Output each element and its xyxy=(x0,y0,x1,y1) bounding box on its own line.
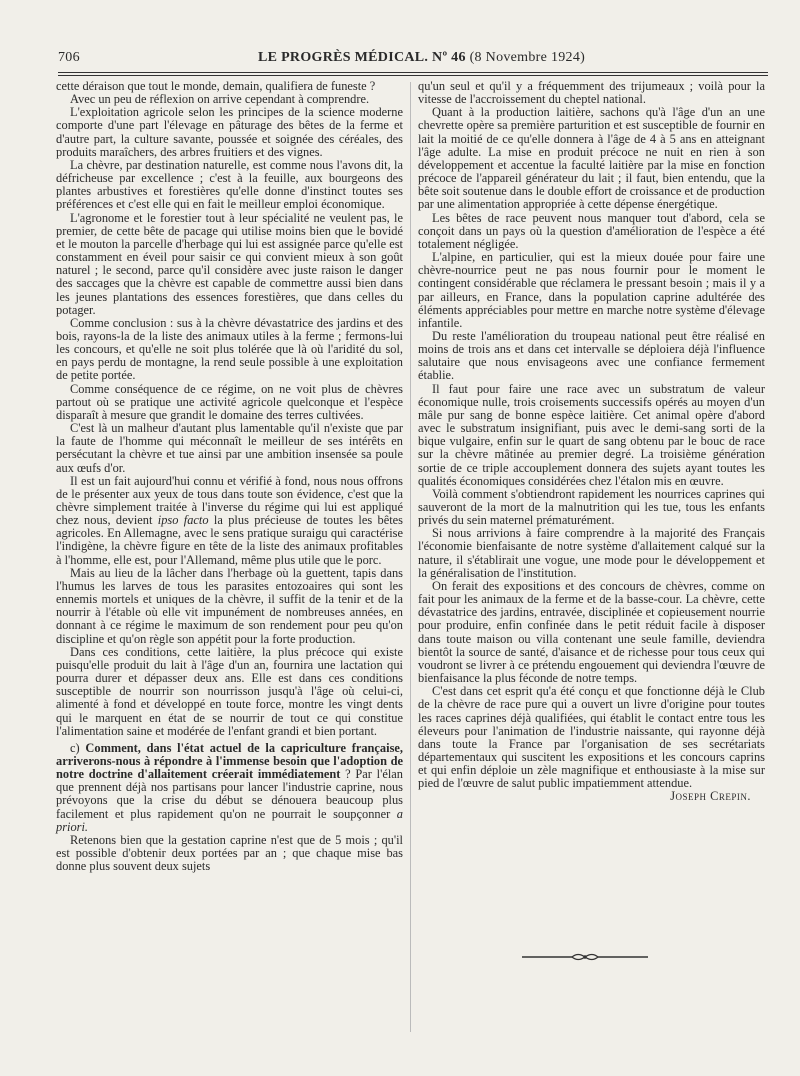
header-rule-thin xyxy=(58,75,768,76)
paragraph: La chèvre, par destination naturelle, est comme nous l'avons dit, la défricheuse par excellence ; c'est à la feuille, aux bourgeons des plantes arbustives et forestières qu'elle donne d'instinct toutes ses préférences et c'est elle qui en fait le meilleur emploi économique. xyxy=(56,157,403,212)
section-label: c) xyxy=(70,740,80,755)
latin-phrase: ipso facto xyxy=(157,513,209,528)
paragraph: Il faut pour faire une race avec un substratum de valeur économique nulle, trois croisements successifs opérés au moyen d'un mâle pur sang de bonne espèce laitière. Cet animal opère d'abord avec le substratum insignifiant, puis avec le demi-sang sorti de la bique vulgaire, enfin sur le quart de sang obtenu par le bouc de race sur la chèvre mâtinée au premier degré. La troisième génération sortie de ce triple accouplement donnera des sujets ayant toutes les qualités économiques considérées chez l'étalon mis en œuvre. xyxy=(418,381,765,488)
paragraph: Dans ces conditions, cette laitière, la plus précoce qui existe puisqu'elle produit du lait à l'âge d'un an, fournira une lactation qui pourra durer et dépasser deux ans. Elle est dans ces conditions susceptible de nourrir son nourrisson jusqu'à l'âge où celui-ci, alimenté à fond et développé en toute force, montre les vingt dents qui le marquent en état de se nourrir de tout ce qui constitue l'alimentation saine et modérée de l'enfant grandi et bien portant. xyxy=(56,644,403,738)
paragraph: Mais au lieu de la lâcher dans l'herbage où la guettent, tapis dans l'humus les larves de tous les parasites entozoaires qui sont les ennemis mortels et uniques de la chèvre, il suffit de la tenir et de la nourrir à l'étable où elle vit impunément de nombreuses années, en donnant à ce régime le maximum de son rendement pour peu qu'on discipline et qu'on règle son appétit pour la forte production. xyxy=(56,565,403,646)
paragraph: L'exploitation agricole selon les principes de la science moderne comporte d'une part l'élevage en pâturage des bêtes de la ferme et d'autre part, la culture savante, poussée et soignée des céréales, des produits maraîchers, des arbres fruitiers et des vignes. xyxy=(56,105,403,159)
paragraph-text: Il est un fait aujourd'hui connu et vérifié à fond, nous nous offrons de le présenter aux yeux de tous dans toute son évidence, c'est que la chèvre simplement traitée à l'inverse du régime qui lui est appliqué chez nous, devient xyxy=(56,473,403,528)
paragraph: L'agronome et le forestier tout à leur spécialité ne veulent pas, le premier, de cette bête de pacage qui utilise moins bien que le bovidé et le mouton la parcelle d'herbage qui lui est assignée parce qu'elle est constamment en éveil pour saisir ce qui convient mieux à son goût naturel ; le second, parce qu'il considère avec juste raison le danger des saccages que la chèvre est capable de commettre aussi bien dans les jeunes plantations des essences forestières, que dans celles du potager. xyxy=(56,210,403,317)
header-rule xyxy=(58,72,768,73)
ornament-divider-icon xyxy=(520,950,650,964)
paragraph: Quant à la production laitière, sachons qu'à l'âge d'un an une chevrette opère sa première parturition et est susceptible de fournir en lait la moitié de ce qu'elle donnera à l'âge de 4 à 5 ans en atteignant l'âge adulte. La mise en produit précoce ne nuit en rien à son développement et accentue la faculté laitière par la mise en fonction précoce de l'appareil générateur du lait ; il faut, bien entendu, que la bête soit soutenue dans le double effort de croissance et de production par une alimentation appropriée à cette dépense énergétique. xyxy=(418,105,765,212)
author-signature: Joseph Crepin. xyxy=(670,789,751,804)
paragraph: Comme conséquence de ce régime, on ne voit plus de chèvres partout où se pratique une activité agricole quelconque et l'espèce disparaît à mesure que grandit le domaine des terres cultivées. xyxy=(56,381,403,422)
paragraph: Comme conclusion : sus à la chèvre dévastatrice des jardins et des bois, rayons-la de la liste des animaux utiles à la ferme ; fermons-lui les concours, et qu'elle ne soit plus tolérée que là où l'aridité du sol, en pays perdu de montagne, la rend seule possible à une exploitation de petite portée. xyxy=(56,315,403,383)
paragraph: cette déraison que tout le monde, demain, qualifiera de funeste ? xyxy=(56,79,376,93)
paragraph: Avec un peu de réflexion on arrive cependant à comprendre. xyxy=(70,92,370,107)
paragraph: Les bêtes de race peuvent nous manquer tout d'abord, cela se conçoit dans un pays où la question d'amélioration de l'espèce a été totalement négligée. xyxy=(418,210,765,251)
right-column xyxy=(418,80,765,804)
section-paragraph xyxy=(56,742,403,834)
paragraph: Du reste l'amélioration du troupeau national peut être réalisé en moins de trois ans et dans cet intervalle se déploiera déjà l'influence salutaire que nous envisageons avec une confiance fermement établie. xyxy=(418,328,765,383)
left-column xyxy=(56,80,403,873)
paragraph-text: la plus précieuse de toutes les bêtes agricoles. En Allemagne, avec le sens pratique suraigu qui caractérise l'indigène, la chèvre figure en tête de la liste des animaux profitables à l'homme, elle est, pour l'Allemand, même plus utile que le porc. xyxy=(56,513,403,567)
latin-phrase: a priori. xyxy=(56,806,403,834)
paragraph xyxy=(56,475,403,567)
issue-date: (8 Novembre 1924) xyxy=(469,50,586,65)
paragraph: Voilà comment s'obtiendront rapidement les nourrices caprines qui sauveront de la mort de la malnutrition qui les tue, tous les enfants privés du sein maternel prématurément. xyxy=(418,486,765,528)
column-divider xyxy=(410,82,411,1032)
paragraph: Si nous arrivions à faire comprendre à la majorité des Français l'économie bienfaisante de notre système d'allaitement calqué sur la nature, il s'établirait une vogue, une mode pour le développement et la généralisation de l'institution. xyxy=(418,526,765,580)
paragraph: L'alpine, en particulier, qui est la mieux douée pour faire une chèvre-nourrice peut ne pas nous fournir pour le moment le contingent considérable que réclamera le pressant besoin ; mais il y a par ailleurs, en France, dans la population caprine adultérée des éléments appréciables pour mettre en marche notre système d'élevage infantile. xyxy=(418,250,765,330)
journal-title: LE PROGRÈS MÉDICAL. xyxy=(258,50,429,65)
section-heading: Comment, dans l'état actuel de la capriculture française, arriverons-nous à répondre à l'immense besoin que l'adoption de notre doctrine d'allaitement créerait immédiatement xyxy=(56,740,403,782)
paragraph: On ferait des expositions et des concours de chèvres, comme on fait pour les animaux de la ferme et de la basse-cour. La chèvre, cette dévastatrice des jardins, entravée, disciplinée et copieusement nourrie pour produire, enfin confinée dans le petit réduit facile à disposer dans toute maison ou villa contenant une seule famille, deviendra bientôt la source de santé, d'aisance et de richesse pour tous ceux qui voudront se livrer à ce prétendu engouement qui deviendra l'œuvre de bienfaisance la plus féconde de notre temps. xyxy=(418,578,765,686)
paragraph: C'est là un malheur d'autant plus lamentable qu'il n'existe que par la faute de l'homme qui méconnaît le meilleur de ses intérêts en persécutant la chèvre et tue ainsi par une ambition insensée sa poule aux œufs d'or. xyxy=(56,421,403,475)
issue-number: Nº 46 xyxy=(432,50,466,65)
paragraph: qu'un seul et qu'il y a fréquemment des trijumeaux ; voilà pour la vitesse de l'accroissement du cheptel national. xyxy=(418,79,765,107)
paragraph-text: ? Par l'élan que prennent déjà nos partisans pour lancer l'industrie caprine, nous prévoyons que la crise du début se dénouera beaucoup plus facilement et plus rapidement qu'on ne pourrait le soupçonner xyxy=(56,767,403,821)
page-number: 706 xyxy=(58,50,80,65)
journal-title-line xyxy=(258,50,585,66)
paragraph: C'est dans cet esprit qu'a été conçu et que fonctionne déjà le Club de la chèvre de race pure qui a ouvert un livre d'origine pour toutes les races caprines déjà qualifiées, qui établit le contact entre tous les éleveurs pour l'animation de l'industrie naissante, qui rayonne déjà dans toute la France par l'organisation de ses secrétariats départementaux qui suscitent les expositions et les concours caprins et qui enfin déploie un zèle magnifique et enthousiaste à la mise sur pied de l'œuvre de salut public impatiemment attendue. xyxy=(418,684,765,791)
paragraph: Retenons bien que la gestation caprine n'est que de 5 mois ; qu'il est possible d'obtenir deux portées par an ; que chaque mise bas donne plus souvent deux sujets xyxy=(56,832,403,874)
running-header xyxy=(58,50,768,70)
